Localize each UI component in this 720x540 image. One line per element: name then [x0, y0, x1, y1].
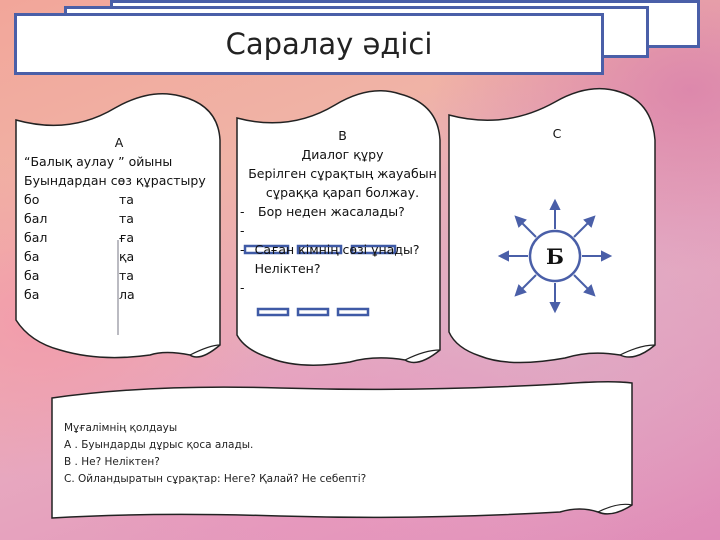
column-c [452, 126, 652, 141]
column-b-heading: Диалог құру [301, 147, 384, 162]
syllable-right: ға [119, 230, 135, 245]
dash-marker: - [240, 223, 245, 238]
page-title: Саралау әдісі [225, 27, 433, 61]
answer-item [240, 278, 445, 297]
column-b-label: В [338, 128, 347, 143]
answer-item [240, 221, 445, 240]
syllable-right: ла [119, 287, 135, 302]
support-heading: Мұғалімнің қолдауы [64, 422, 178, 434]
column-a-task: Буындардан сөз құрастыру [24, 173, 206, 188]
column-a-label: А [114, 135, 124, 150]
syllable-right: та [119, 211, 134, 226]
question-1: Бор неден жасалады? [258, 204, 405, 219]
syllable-left: бал [24, 211, 48, 226]
syllable-left: бал [24, 230, 48, 245]
question-2: Саған кімнің сөзі ұнады? Неліктен? [254, 242, 420, 276]
column-a [24, 133, 214, 304]
syllable-right: та [119, 268, 134, 283]
column-b-instruction: Берілген сұрақтың жауабын сұраққа қарап болжау. [248, 166, 437, 200]
syllable-row [24, 247, 214, 266]
dash-marker: - [240, 280, 245, 295]
syllable-right: қа [119, 249, 135, 264]
support-line-a: А . Буындарды дұрыс қоса алады. [64, 439, 254, 451]
support-line-c: С. Ойландыратын сұрақтар: Неге? Қалай? Не себепті? [64, 473, 367, 485]
dash-marker: - [240, 242, 245, 257]
syllable-right: та [119, 192, 134, 207]
teacher-support [64, 420, 624, 488]
syllable-row [24, 266, 214, 285]
syllable-left: бо [24, 192, 40, 207]
syllable-row [24, 190, 214, 209]
syllable-row [24, 228, 214, 247]
syllable-left: ба [24, 287, 40, 302]
syllable-left: ба [24, 268, 40, 283]
column-a-game: “Балық аулау ” ойыны [24, 154, 173, 169]
column-c-label: С [552, 126, 562, 141]
sun-center-letter: Б [546, 243, 564, 269]
syllable-row [24, 209, 214, 228]
question-item [240, 240, 445, 278]
question-item [240, 202, 445, 221]
support-line-b: В . Не? Неліктен? [64, 456, 160, 468]
syllable-row [24, 285, 214, 304]
syllable-left: ба [24, 249, 40, 264]
column-b [240, 126, 445, 297]
dash-marker: - [240, 204, 245, 219]
